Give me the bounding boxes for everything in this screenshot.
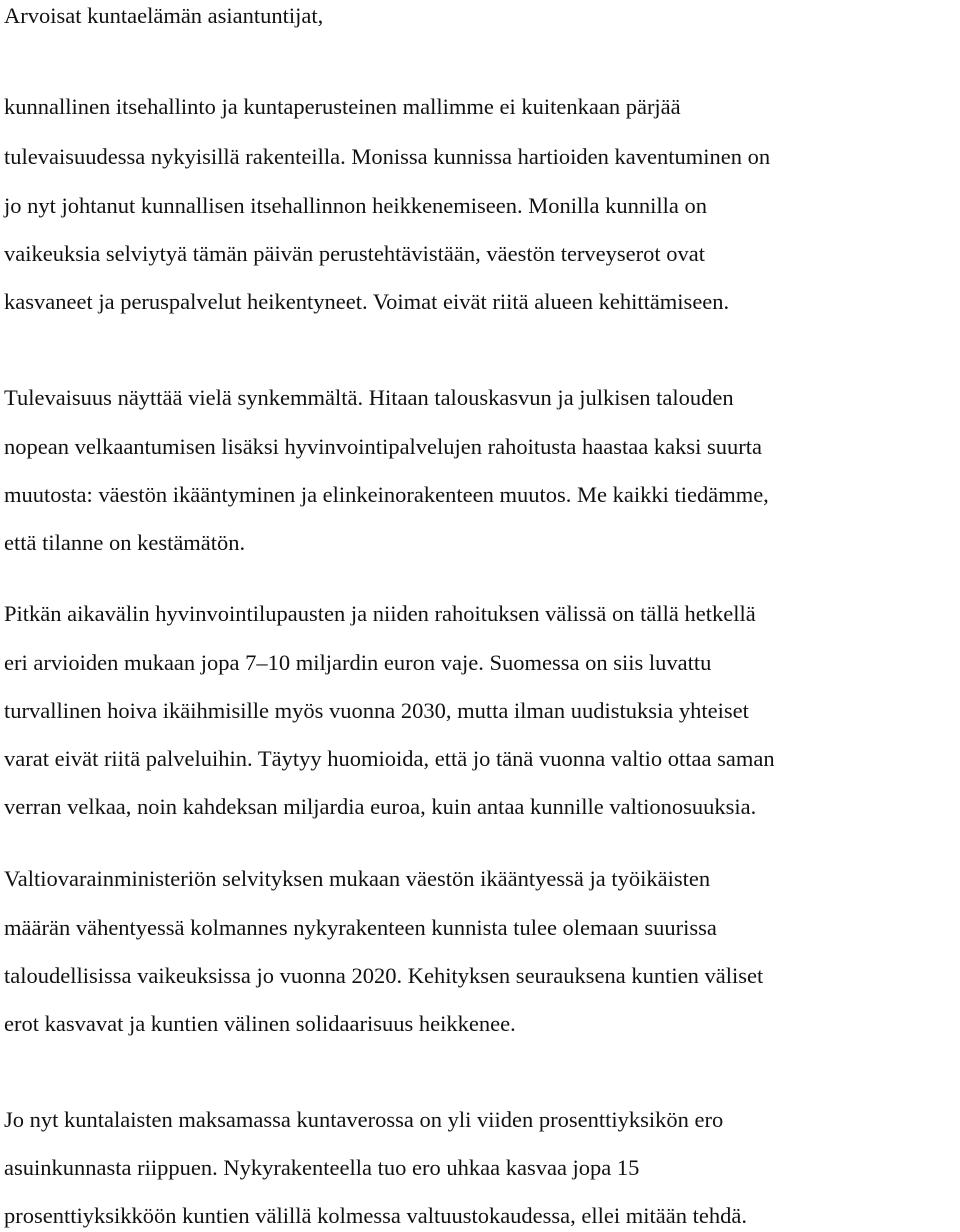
paragraph-line: eri arvioiden mukaan jopa 7–10 miljardin euron vaje. Suomessa on siis luvattu (4, 650, 712, 675)
paragraph-line: Tulevaisuus näyttää vielä synkemmältä. Hitaan talouskasvun ja julkisen talouden (4, 385, 734, 410)
salutation: Arvoisat kuntaelämän asiantuntijat, (4, 3, 324, 28)
paragraph-line: turvallinen hoiva ikäihmisille myös vuonna 2030, mutta ilman uudistuksia yhteiset (4, 698, 749, 723)
paragraph-line: määrän vähentyessä kolmannes nykyrakenteen kunnista tulee olemaan suurissa (4, 915, 717, 940)
paragraph-line: kunnallinen itsehallinto ja kuntaperusteinen mallimme ei kuitenkaan pärjää (4, 94, 681, 119)
paragraph-line: jo nyt johtanut kunnallisen itsehallinnon heikkenemiseen. Monilla kunnilla on (4, 193, 708, 218)
paragraph-line: Jo nyt kuntalaisten maksamassa kuntaverossa on yli viiden prosenttiyksikön ero (4, 1107, 724, 1132)
paragraph-line: nopean velkaantumisen lisäksi hyvinvointipalvelujen rahoitusta haastaa kaksi suurta (4, 434, 762, 459)
paragraph-line: Valtiovarainministeriön selvityksen mukaan väestön ikääntyessä ja työikäisten (4, 866, 711, 891)
paragraph-line: verran velkaa, noin kahdeksan miljardia euroa, kuin antaa kunnille valtionosuuksia. (4, 794, 757, 819)
paragraph-line: taloudellisissa vaikeuksissa jo vuonna 2020. Kehityksen seurauksena kuntien väliset (4, 963, 764, 988)
paragraph-line: tulevaisuudessa nykyisillä rakenteilla. Monissa kunnissa hartioiden kaventuminen on (4, 144, 771, 169)
paragraph-line: asuinkunnasta riippuen. Nykyrakenteella tuo ero uhkaa kasvaa jopa 15 (4, 1155, 640, 1180)
paragraph-line: prosenttiyksikköön kuntien välillä kolmessa valtuustokaudessa, ellei mitään tehdä. (4, 1203, 747, 1228)
paragraph-line: muutosta: väestön ikääntyminen ja elinkeinorakenteen muutos. Me kaikki tiedämme, (4, 482, 769, 507)
paragraph-line: varat eivät riitä palveluihin. Täytyy huomioida, että jo tänä vuonna valtio ottaa saman (4, 746, 775, 771)
paragraph-line: erot kasvavat ja kuntien välinen solidaarisuus heikkenee. (4, 1011, 516, 1036)
paragraph-line: Pitkän aikavälin hyvinvointilupausten ja niiden rahoituksen välissä on tällä hetkellä (4, 601, 756, 626)
paragraph-line: kasvaneet ja peruspalvelut heikentyneet. Voimat eivät riitä alueen kehittämiseen. (4, 289, 730, 314)
paragraph-line: että tilanne on kestämätön. (4, 530, 246, 555)
paragraph-line: vaikeuksia selviytyä tämän päivän perustehtävistään, väestön terveyserot ovat (4, 241, 706, 266)
